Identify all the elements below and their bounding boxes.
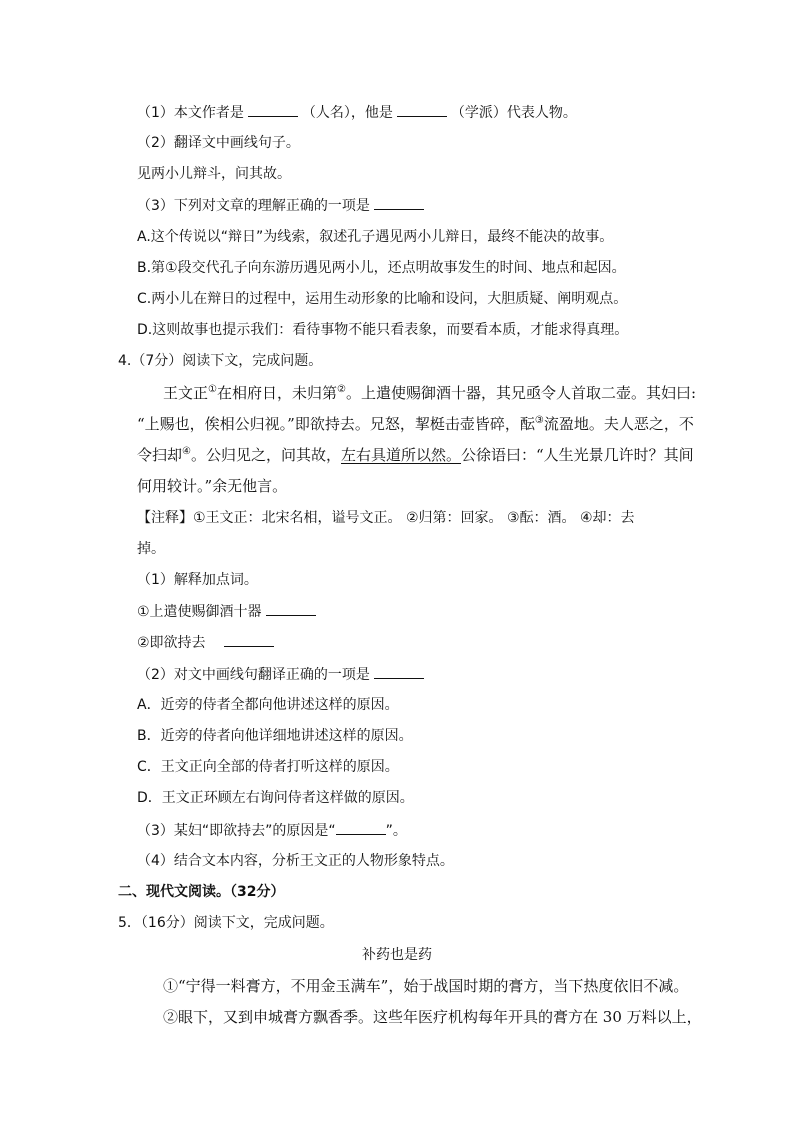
q3-sub1-text-end: （学派）代表人物。	[450, 105, 577, 121]
q3-option-b: B.第①段交代孔子向东游历遇见两小儿，还点明故事发生的时间、地点和起因。	[137, 260, 626, 276]
answer-blank	[266, 601, 316, 616]
q4-passage-line3	[137, 445, 694, 465]
footnote-mark: ③	[534, 415, 544, 426]
article-title: 补药也是药	[362, 947, 432, 963]
passage-text: 在相府日，未归第	[216, 384, 337, 402]
underlined-sentence: 左右具道所以然。	[341, 446, 462, 464]
answer-blank	[374, 664, 424, 679]
answer-blank	[248, 102, 298, 117]
passage-text: 王文正	[163, 384, 209, 402]
word-item: ①上遣使赐御酒十器	[137, 604, 262, 620]
passage-text: 。公归见之，问其故，	[190, 446, 341, 464]
q4-header: 4.（7分）阅读下文，完成问题。	[118, 353, 323, 369]
q3-option-c: C.两小儿在辩日的过程中，运用生动形象的比喻和设问，大胆质疑、阐明观点。	[137, 291, 628, 307]
q4-word2	[137, 632, 278, 653]
q4-passage-line1	[163, 383, 696, 403]
q4-word1	[137, 601, 320, 622]
q4-passage-line2	[137, 414, 694, 434]
answer-blank	[397, 102, 447, 117]
passage-text: “上赐也，俟相公归视。”即欲持去。兄怒，挈梃击壶皆碎，酝	[137, 415, 535, 433]
footnote-mark: ②	[337, 384, 346, 395]
answer-blank	[224, 632, 274, 647]
q3-sub3-text: （3）下列对文章的理解正确的一项是	[137, 198, 370, 214]
q4-sub1: （1）解释加点词。	[137, 572, 258, 588]
q4-sub3	[137, 820, 407, 841]
q3-option-a: A.这个传说以“辩日”为线索，叙述孔子遇见两小儿辩日，最终不能决的故事。	[137, 229, 614, 245]
footnote-mark: ④	[182, 446, 191, 457]
q4-option-b: B．近旁的侍者向他详细地讲述这样的原因。	[137, 728, 413, 744]
q3-sub3	[137, 195, 428, 216]
q4-sub2-text: （2）对文中画线句翻译正确的一项是	[137, 667, 370, 683]
article-para2: ②眼下，又到申城膏方飘香季。这些年医疗机构每年开具的膏方在 30 万料以上，	[163, 1008, 702, 1026]
q4-notes: 【注释】①王文正：北宋名相，谥号文正。 ②归第：回家。 ③酝：酒。 ④却：去	[137, 510, 635, 526]
word-item: ②即欲持去	[137, 635, 206, 651]
q4-passage-line4: 何用较计。”余无他言。	[137, 477, 288, 495]
q3-sub2: （2）翻译文中画线句子。	[137, 135, 300, 151]
q3-option-d: D.这则故事也提示我们：看待事物不能只看表象，而要看本质，才能求得真理。	[137, 322, 629, 338]
q4-sub3-text-end: ”。	[385, 823, 407, 839]
q3-sub1-text-mid: （人名），他是	[301, 105, 393, 121]
q4-option-c: C．王文正向全部的侍者打听这样的原因。	[137, 759, 399, 775]
footnote-mark: ①	[208, 384, 217, 395]
q4-sub2	[137, 664, 428, 685]
passage-text: 公徐语曰：“人生光景几许时？其间	[461, 446, 694, 464]
answer-blank	[336, 820, 386, 835]
passage-text: 令扫却	[137, 446, 183, 464]
q4-sub4: （4）结合文本内容，分析王文正的人物形象特点。	[137, 853, 454, 869]
passage-text: 。上遣使赐御酒十器，其兄亟令人首取二壶。其妇曰:	[345, 384, 697, 402]
q4-option-d: D．王文正环顾左右询问侍者这样做的原因。	[137, 790, 414, 806]
q4-notes-cont: 掉。	[137, 541, 165, 557]
q4-option-a: A．近旁的侍者全都向他讲述这样的原因。	[137, 697, 399, 713]
q3-sentence: 见两小儿辩斗，问其故。	[137, 166, 291, 182]
passage-text: 流盈地。夫人恶之，不	[543, 415, 694, 433]
article-para1: ①“宁得一料膏方，不用金玉满车”，始于战国时期的膏方，当下热度依旧不减。	[163, 977, 689, 995]
section-heading: 二、现代文阅读。（32分）	[118, 884, 285, 900]
q3-sub1	[137, 102, 577, 123]
q3-sub1-text: （1）本文作者是	[137, 105, 244, 121]
answer-blank	[374, 195, 424, 210]
q4-sub3-text: （3）某妇“即欲持去”的原因是“	[137, 823, 336, 839]
q5-header: 5．（16分）阅读下文，完成问题。	[118, 915, 334, 931]
